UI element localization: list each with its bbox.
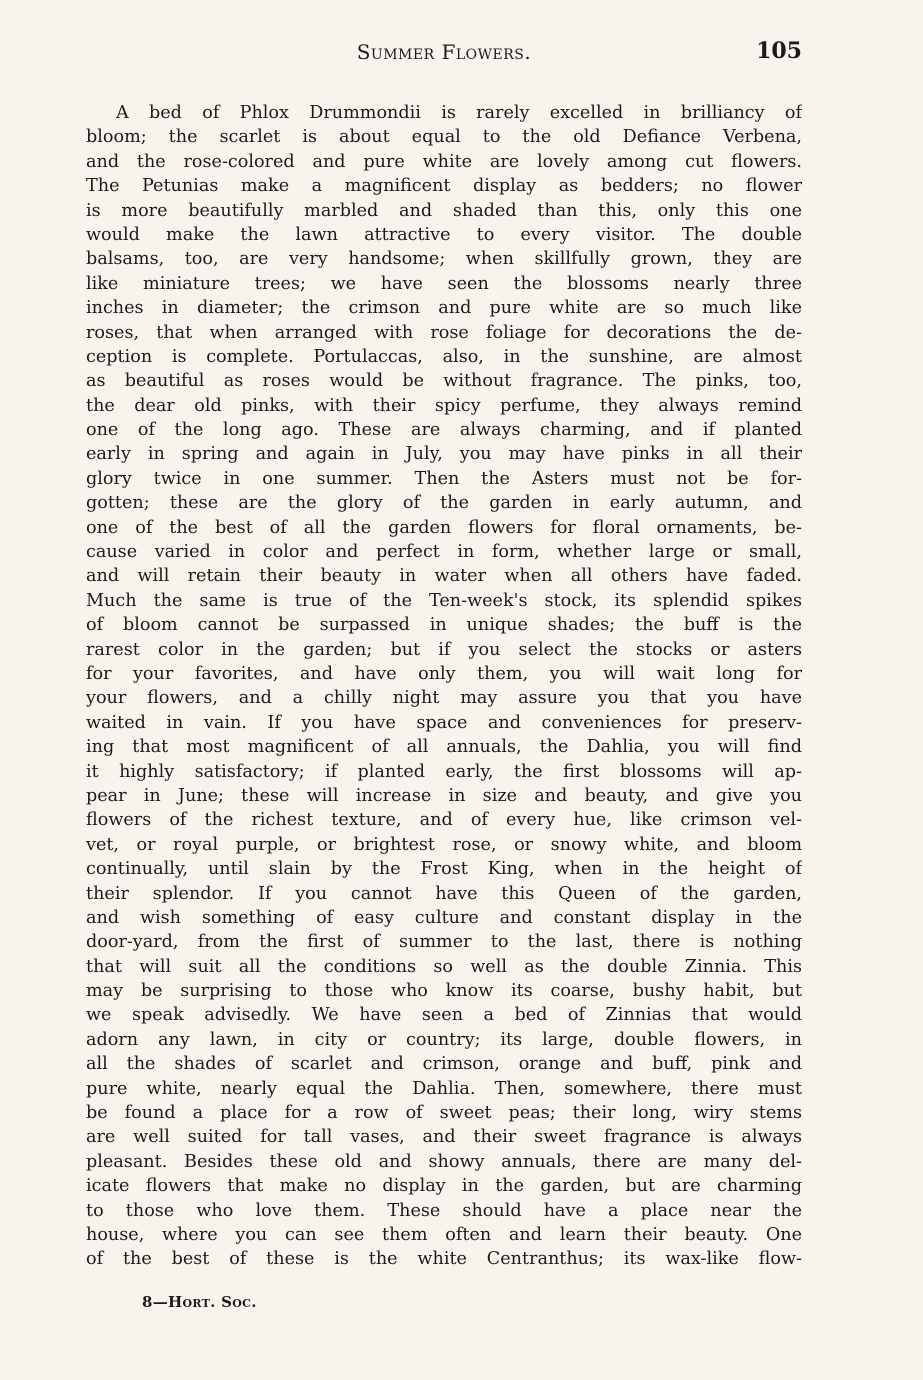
text-line: their splendor. If you cannot have this Queen of the garden, bbox=[86, 883, 802, 904]
text-line: of the best of these is the white Centranthus; its wax-like flow- bbox=[86, 1249, 802, 1270]
text-line: flowers of the richest texture, and of every hue, like crimson vel- bbox=[86, 810, 802, 831]
text-line: glory twice in one summer. Then the Asters must not be for- bbox=[86, 468, 802, 489]
text-line: is more beautifully marbled and shaded than this, only this one bbox=[86, 200, 802, 221]
text-line: one of the best of all the garden flowers for floral ornaments, be- bbox=[86, 517, 802, 538]
text-line: Much the same is true of the Ten-week's stock, its splendid spikes bbox=[86, 590, 802, 611]
text-line: door-yard, from the first of summer to the last, there is nothing bbox=[86, 932, 802, 953]
text-line: and wish something of easy culture and constant display in the bbox=[86, 907, 802, 928]
text-line: it highly satisfactory; if planted early, the first blossoms will ap- bbox=[86, 761, 802, 782]
text-line: are well suited for tall vases, and their sweet fragrance is always bbox=[86, 1127, 802, 1148]
page-header bbox=[86, 38, 802, 68]
text-line: for your favorites, and have only them, you will wait long for bbox=[86, 663, 802, 684]
text-line: roses, that when arranged with rose foliage for decorations the de- bbox=[86, 322, 802, 343]
text-line: pure white, nearly equal the Dahlia. Then, somewhere, there must bbox=[86, 1078, 802, 1099]
text-line: and will retain their beauty in water when all others have faded. bbox=[86, 566, 802, 587]
text-line: we speak advisedly. We have seen a bed of Zinnias that would bbox=[86, 1005, 802, 1026]
text-line: The Petunias make a magnificent display as bedders; no flower bbox=[86, 176, 802, 197]
text-line: the dear old pinks, with their spicy perfume, they always remind bbox=[86, 395, 802, 416]
text-line: adorn any lawn, in city or country; its large, double flowers, in bbox=[86, 1029, 802, 1050]
text-line: ing that most magnificent of all annuals, the Dahlia, you will find bbox=[86, 737, 802, 758]
text-line: your flowers, and a chilly night may assure you that you have bbox=[86, 688, 802, 709]
text-line: continually, until slain by the Frost King, when in the height of bbox=[86, 859, 802, 880]
text-line: A bed of Phlox Drummondii is rarely excelled in brilliancy of bbox=[116, 103, 802, 123]
text-line: all the shades of scarlet and crimson, orange and buff, pink and bbox=[86, 1054, 802, 1075]
text-line: house, where you can see them often and learn their beauty. One bbox=[86, 1224, 802, 1245]
text-line: vet, or royal purple, or brightest rose, or snowy white, and bloom bbox=[86, 834, 802, 855]
page-number: 105 bbox=[756, 38, 802, 64]
text-line: ception is complete. Portulaccas, also, in the sunshine, are almost bbox=[86, 346, 802, 367]
text-line: that will suit all the conditions so well as the double Zinnia. This bbox=[86, 956, 802, 977]
text-line: waited in vain. If you have space and conveniences for preserv- bbox=[86, 712, 802, 733]
text-line: would make the lawn attractive to every visitor. The double bbox=[86, 224, 802, 245]
text-line: early in spring and again in July, you may have pinks in all their bbox=[86, 444, 802, 465]
text-line: gotten; these are the glory of the garden in early autumn, and bbox=[86, 493, 802, 514]
text-line: be found a place for a row of sweet peas; their long, wiry stems bbox=[86, 1103, 802, 1124]
text-line: like miniature trees; we have seen the blossoms nearly three bbox=[86, 273, 802, 294]
text-line: inches in diameter; the crimson and pure white are so much like bbox=[86, 298, 802, 319]
text-line: and the rose-colored and pure white are lovely among cut flowers. bbox=[86, 151, 802, 172]
text-line: pear in June; these will increase in size and beauty, and give you bbox=[86, 785, 802, 806]
text-line: as beautiful as roses would be without fragrance. The pinks, too, bbox=[86, 371, 802, 392]
text-line: one of the long ago. These are always charming, and if planted bbox=[86, 420, 802, 441]
text-line: icate flowers that make no display in the garden, but are charming bbox=[86, 1176, 802, 1197]
text-line: to those who love them. These should have a place near the bbox=[86, 1200, 802, 1221]
body-text bbox=[86, 101, 802, 1272]
text-line: may be surprising to those who know its coarse, bushy habit, but bbox=[86, 981, 802, 1002]
text-line: rarest color in the garden; but if you select the stocks or asters bbox=[86, 639, 802, 660]
text-line: pleasant. Besides these old and showy annuals, there are many del- bbox=[86, 1151, 802, 1172]
text-line: cause varied in color and perfect in form, whether large or small, bbox=[86, 542, 802, 563]
text-line: of bloom cannot be surpassed in unique shades; the buff is the bbox=[86, 615, 802, 636]
signature-mark: 8—Hort. Soc. bbox=[142, 1293, 257, 1311]
running-title: Summer Flowers. bbox=[356, 40, 532, 64]
text-line: balsams, too, are very handsome; when skillfully grown, they are bbox=[86, 249, 802, 270]
text-line: bloom; the scarlet is about equal to the old Defiance Verbena, bbox=[86, 127, 802, 148]
